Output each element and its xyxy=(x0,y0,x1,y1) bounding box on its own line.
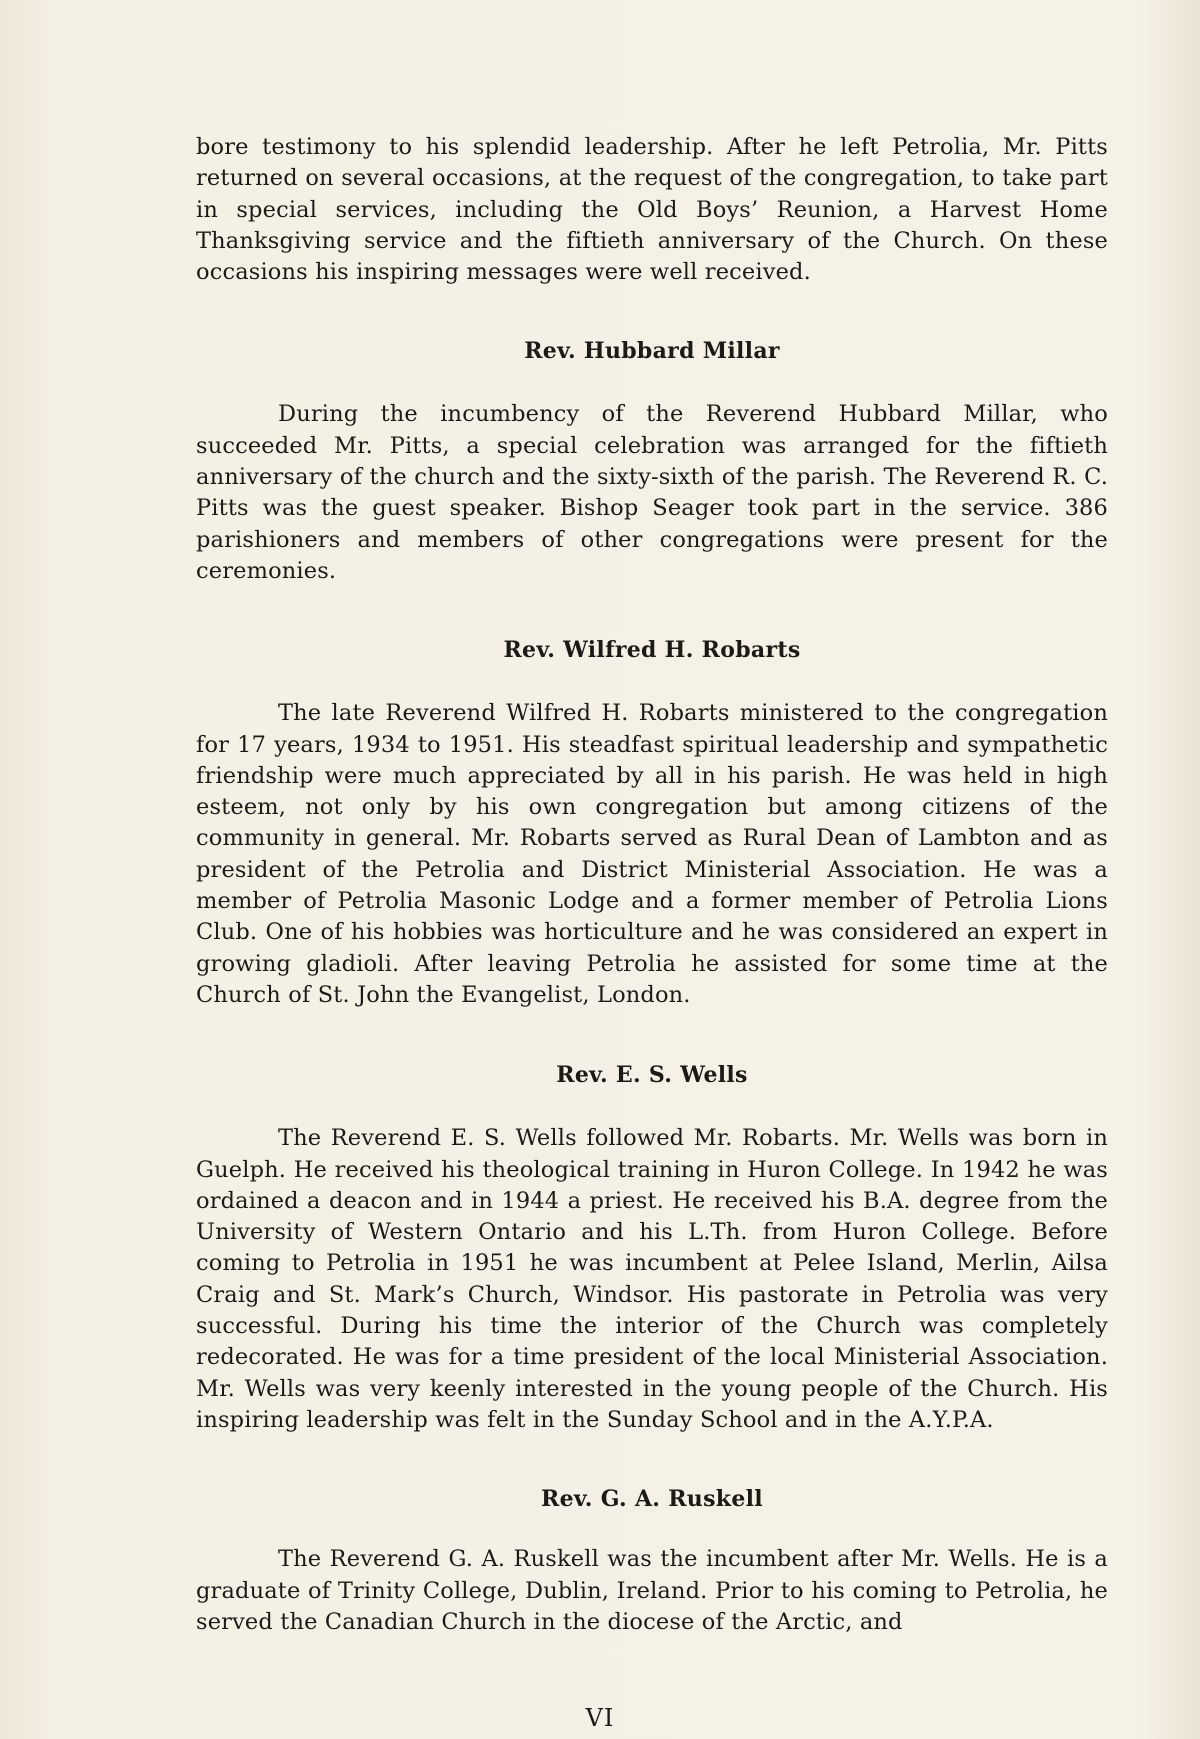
text-column xyxy=(196,132,1108,1638)
section-body-millar: During the incumbency of the Reverend Hubbard Millar, who succeeded Mr. Pitts, a special celebration was arranged for the fiftieth anniversary of the church and the sixty-sixth of the parish. The Reverend R. C. Pitts was the guest speaker. Bishop Seager took part in the service. 386 parishioners and members of other congregations were present for the ceremonies. xyxy=(196,401,1108,584)
section-body-robarts: The late Reverend Wilfred H. Robarts ministered to the congregation for 17 years, 1934 to 1951. His steadfast spiritual leadership and sympathetic friendship were much appreciated by all in his parish. He was held in high esteem, not only by his own congregation but among citizens of the community in general. Mr. Robarts served as Rural Dean of Lambton and as president of the Petrolia and District Ministerial Association. He was a member of Petrolia Masonic Lodge and a former member of Petrolia Lions Club. One of his hobbies was horticulture and he was considered an expert in growing gladioli. After leaving Petrolia he assisted for some time at the Church of St. John the Evangelist, London. xyxy=(196,700,1108,1008)
section-heading-ruskell: Rev. G. A. Ruskell xyxy=(541,1486,763,1513)
section-heading-robarts: Rev. Wilfred H. Robarts xyxy=(503,637,801,664)
section-body-ruskell: The Reverend G. A. Ruskell was the incumbent after Mr. Wells. He is a graduate of Trinity College, Dublin, Ireland. Prior to his coming to Petrolia, he served the Canadian Church in the diocese of the Arctic, and xyxy=(196,1546,1108,1635)
section-heading-wells: Rev. E. S. Wells xyxy=(556,1062,748,1089)
intro-paragraph: bore testimony to his splendid leadership. After he left Petrolia, Mr. Pitts returned on several occasions, at the request of the congregation, to take part in special services, including the Old Boys’ Reunion, a Harvest Home Thanksgiving service and the fiftieth anniversary of the Church. On these occasions his inspiring messages were well received. xyxy=(196,134,1108,286)
page-number: VI xyxy=(585,1704,615,1732)
section-heading-millar: Rev. Hubbard Millar xyxy=(524,338,780,365)
section-body-wells: The Reverend E. S. Wells followed Mr. Robarts. Mr. Wells was born in Guelph. He received his theological training in Huron College. In 1942 he was ordained a deacon and in 1944 a priest. He received his B.A. degree from the University of Western Ontario and his L.Th. from Huron College. Before coming to Petrolia in 1951 he was incumbent at Pelee Island, Merlin, Ailsa Craig and St. Mark’s Church, Windsor. His pastorate in Petrolia was very successful. During his time the interior of the Church was completely redecorated. He was for a time president of the local Ministerial Association. Mr. Wells was very keenly interested in the young people of the Church. His inspiring leadership was felt in the Sunday School and in the A.Y.P.A. xyxy=(196,1125,1108,1433)
